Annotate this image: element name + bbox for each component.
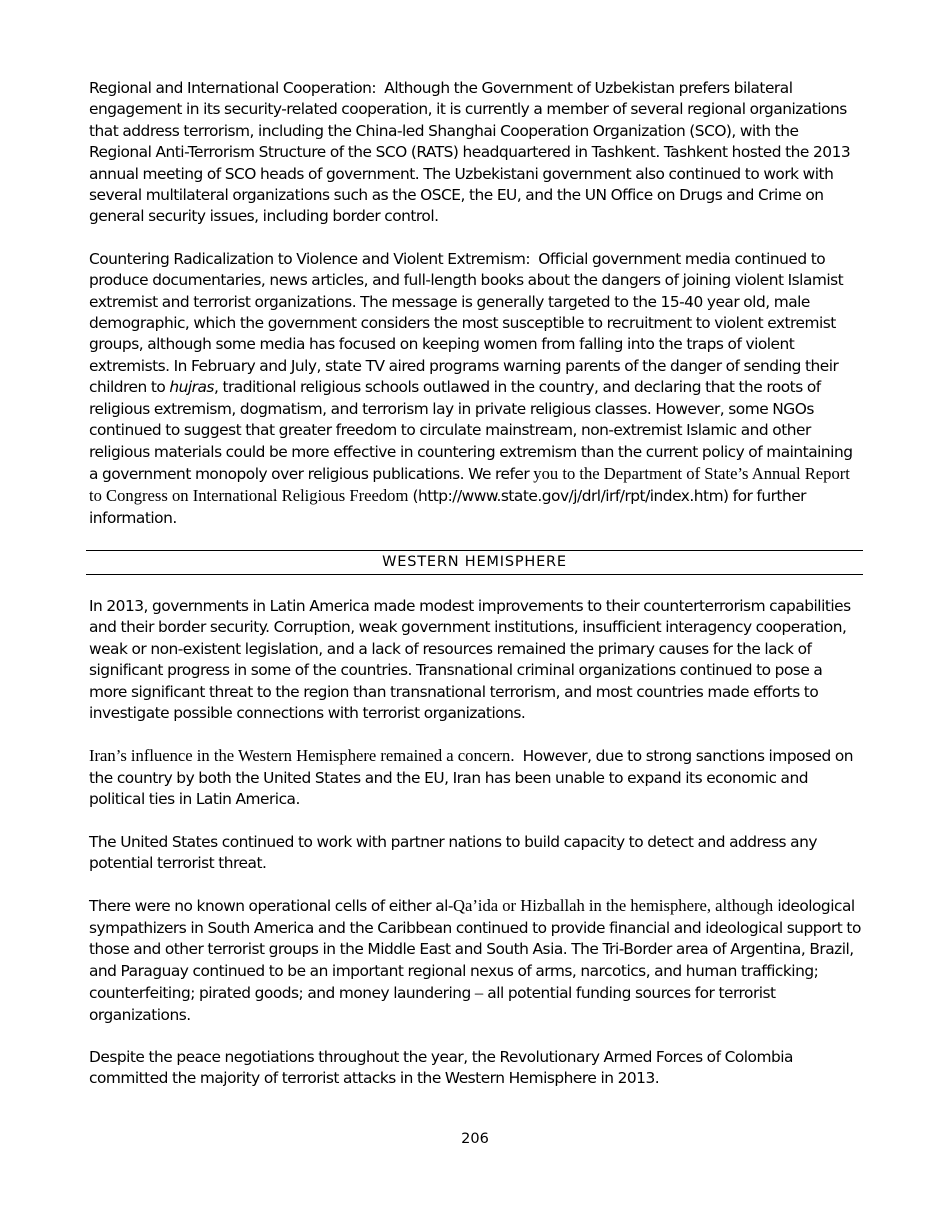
upper-body bbox=[89, 78, 861, 529]
paragraph-heading: Countering Radicalization to Violence and Violent Extremism: bbox=[89, 249, 531, 268]
paragraph-latin-america: In 2013, governments in Latin America made modest improvements to their counterterrorism capabilities and their border security. Corruption, weak government institutions, insufficient interagency cooperation, weak or non-existent legislation, and a lack of resources remained the primary causes for the lack of significant progress in some of the countries. Transnational criminal organizations continued to pose a more significant threat to the region than transnational terrorism, and most countries made efforts to investigate possible connections with terrorist organizations. bbox=[89, 597, 851, 723]
italic-term: hujras bbox=[169, 378, 214, 397]
western-hemisphere-body bbox=[89, 596, 861, 1090]
paragraph-countering-radicalization bbox=[89, 249, 861, 529]
paragraph-heading: Regional and International Cooperation: bbox=[89, 79, 377, 97]
paragraph-text: , traditional religious schools outlawed in the country, and declaring that the roots of religious extremism, dogmatism, and terrorism lay in private religious classes. However, some NGOs continued to suggest that greater freedom to circulate mainstream, non-extremist Islamic and other religious materials could be more effective in countering extremism than the current policy of maintaining a government monopoly over religious publications. We refer bbox=[89, 378, 853, 483]
paragraph-text: However, due to strong sanctions imposed on the country by both the United States and the EU, Iran has been unable to expand its economic and political ties in Latin America. bbox=[89, 747, 854, 809]
paragraph-text: all potential funding sources for terrorist organizations. bbox=[89, 984, 776, 1024]
page-number: 206 bbox=[461, 1131, 489, 1147]
paragraph-us-capacity: The United States continued to work with partner nations to build capacity to detect and address any potential terrorist threat. bbox=[89, 832, 817, 873]
paragraph-operational-cells bbox=[89, 895, 861, 1025]
paragraph-text-serif: Iran’s influence in the Western Hemisphere remained a concern. bbox=[89, 746, 515, 766]
paragraph-text-serif: you to the Department of State’s Annual Report to Congress on International Religious Freedom bbox=[89, 463, 850, 506]
paragraph-text: Official government media continued to produce documentaries, news articles, and full-length books about the dangers of joining violent Islamist extremist and terrorist organizations. The message is generally targeted to the 15-40 year old, male demographic, which the government considers the most susceptible to recruitment to violent extremist groups, although some media has focused on keeping women from falling into the traps of violent extremists. In February and July, state TV aired programs warning parents of the danger of sending their children to bbox=[89, 249, 844, 397]
paragraph-text-serif: Qa’ida or Hizballah in the hemisphere, although bbox=[452, 896, 774, 916]
paragraph-text: Although the Government of Uzbekistan prefers bilateral engagement in its security-related cooperation, it is currently a member of several regional organizations that address terrorism, including the China-led Shanghai Cooperation Organization (SCO), with the Regional Anti-Terrorism Structure of the SCO (RATS) headquartered in Tashkent. Tashkent hosted the 2013 annual meeting of SCO heads of government. The Uzbekistani government also continued to work with several multilateral organizations such as the OSCE, the EU, and the UN Office on Drugs and Crime on general security issues, including border control. bbox=[89, 79, 851, 226]
reference-link-text: (http://www.state.gov/j/drl/irf/rpt/index.htm) for further information. bbox=[89, 487, 806, 527]
paragraph-iran-influence bbox=[89, 745, 861, 810]
paragraph-regional-cooperation bbox=[89, 78, 861, 228]
section-title: WESTERN HEMISPHERE bbox=[382, 554, 567, 570]
section-header-western-hemisphere bbox=[86, 550, 863, 575]
dash-glyph: – bbox=[474, 983, 484, 1003]
paragraph-farc: Despite the peace negotiations throughout the year, the Revolutionary Armed Forces of Colombia committed the majority of terrorist attacks in the Western Hemisphere in 2013. bbox=[89, 1047, 793, 1088]
paragraph-text: ideological sympathizers in South America and the Caribbean continued to provide financial and ideological support to those and other terrorist groups in the Middle East and South Asia. The Tri-Border area of Argentina, Brazil, and Paraguay continued to be an important regional nexus of arms, narcotics, and human trafficking; counterfeiting; pirated goods; and money laundering bbox=[89, 897, 861, 1003]
paragraph-text: There were no known operational cells of either al- bbox=[89, 897, 453, 916]
